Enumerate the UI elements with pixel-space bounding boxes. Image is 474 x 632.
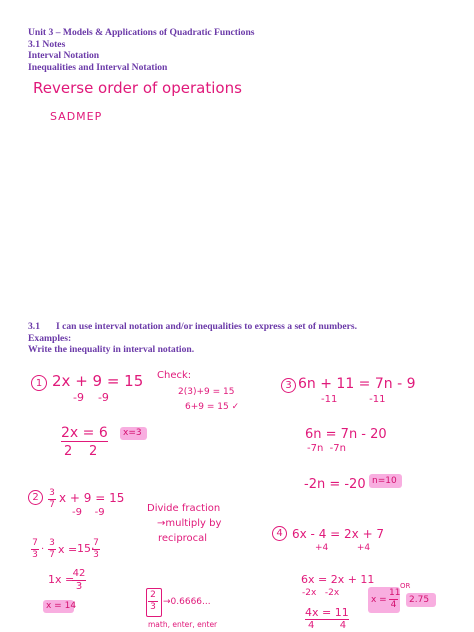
ex4-ans-den: 4	[390, 600, 397, 610]
example-2-number: 2	[28, 490, 43, 505]
ex2-mult-equals: x =	[58, 543, 78, 556]
ex1-denominator-right: 2	[89, 444, 98, 459]
ex2-equation-rest: x + 9 = 15	[59, 491, 125, 505]
ex2-dec-num: 2	[150, 590, 156, 600]
example-4-number: 4	[272, 526, 287, 541]
ex1-subtract: -9 -9	[73, 391, 109, 404]
ex4-add: +4 +4	[315, 543, 371, 553]
ex2-m2-num: 3	[49, 538, 55, 548]
topic-interval-notation: Interval Notation	[28, 50, 100, 62]
ex2-dec-den: 3	[150, 602, 156, 612]
ex2-m3-num: 7	[93, 538, 99, 548]
ex3-step-3: -2n = -20	[304, 477, 366, 492]
ex3-answer: n=10	[372, 476, 397, 486]
ex2-dot: ·	[41, 544, 45, 555]
example-3-number: 3	[281, 378, 296, 393]
goal-text: I can use interval notation and/or inequalities to express a set of numbers.	[56, 321, 358, 332]
check-line-1: 2(3)+9 = 15	[178, 387, 235, 397]
topic-inequalities: Inequalities and Interval Notation	[28, 61, 168, 73]
notes-label: 3.1 Notes	[28, 38, 66, 50]
ex2-m1-den: 3	[32, 550, 38, 560]
header	[28, 27, 255, 73]
ex1-divide-step: 2x = 6	[61, 425, 108, 441]
ex4-equation: 6x - 4 = 2x + 7	[292, 527, 385, 541]
check-line-2: 6+9 = 15 ✓	[185, 402, 240, 412]
ex2-fraction-num: 3	[49, 488, 55, 498]
ex2-fraction	[48, 489, 56, 510]
ex2-note-line-2: →multiply by	[157, 518, 222, 529]
ex1-answer: x=3	[123, 428, 142, 438]
ex4-answer-prefix: x =	[371, 595, 387, 605]
ex2-note-line-3: reciprocal	[158, 533, 208, 544]
ex4-alt-answer: 2.75	[409, 595, 430, 605]
ex2-fraction-den: 7	[49, 500, 55, 510]
ex4-ans-num: 11	[389, 588, 401, 598]
ex2-m2-den: 7	[49, 550, 55, 560]
ex4-subtract: -2x -2x	[302, 588, 340, 598]
handwritten-title: Reverse order of operations	[33, 79, 242, 97]
ex2-calc-fraction	[148, 591, 158, 612]
unit-title: Unit 3 – Models & Applications of Quadratic Functions	[28, 27, 255, 38]
ex2-multiplier-2	[48, 539, 56, 560]
check-label: Check:	[157, 370, 192, 381]
ex2-res-den: 3	[75, 581, 83, 592]
section-block	[28, 321, 357, 356]
ex3-subtract: -11 -11	[321, 394, 386, 405]
ex2-result-left: 1x =	[48, 573, 75, 586]
ex4-answer-fraction	[389, 588, 401, 610]
ex3-subtract-2: -7n -7n	[307, 443, 346, 454]
ex2-decimal: →0.6666...	[163, 597, 211, 607]
ex4-denominators: 4 4	[308, 620, 347, 631]
ex2-decimal-value: 0.6666...	[170, 597, 211, 607]
instruction-text: Write the inequality in interval notation.	[28, 344, 195, 356]
ex2-calculator-keys: math, enter, enter	[148, 620, 218, 629]
ex2-mult-15: 15·	[77, 542, 95, 555]
ex2-multiplier-3	[92, 539, 100, 560]
ex4-step-3: 4x = 11	[305, 606, 349, 619]
ex2-m1-num: 7	[32, 538, 38, 548]
ex4-or-label: OR	[400, 582, 411, 590]
handwritten-acronym: SADMEP	[50, 110, 103, 123]
section-number: 3.1	[28, 321, 40, 332]
ex2-res-num: 42	[72, 568, 86, 579]
ex2-note-line-1: Divide fraction	[147, 503, 221, 514]
ex3-step-2: 6n = 7n - 20	[305, 427, 387, 442]
ex2-subtract: -9 -9	[72, 507, 105, 518]
ex2-m3-den: 3	[93, 550, 99, 560]
examples-label: Examples:	[28, 332, 72, 344]
ex1-denominator-left: 2	[64, 444, 73, 459]
ex2-multiplier-1	[31, 539, 39, 560]
example-1-number: 1	[31, 375, 47, 391]
ex2-answer: x = 14	[46, 601, 77, 611]
ex4-step-2: 6x = 2x + 11	[301, 573, 375, 586]
ex3-equation: 6n + 11 = 7n - 9	[298, 376, 416, 392]
ex1-equation: 2x + 9 = 15	[52, 372, 144, 390]
learning-goal	[28, 321, 357, 333]
ex2-result-fraction	[72, 569, 86, 592]
